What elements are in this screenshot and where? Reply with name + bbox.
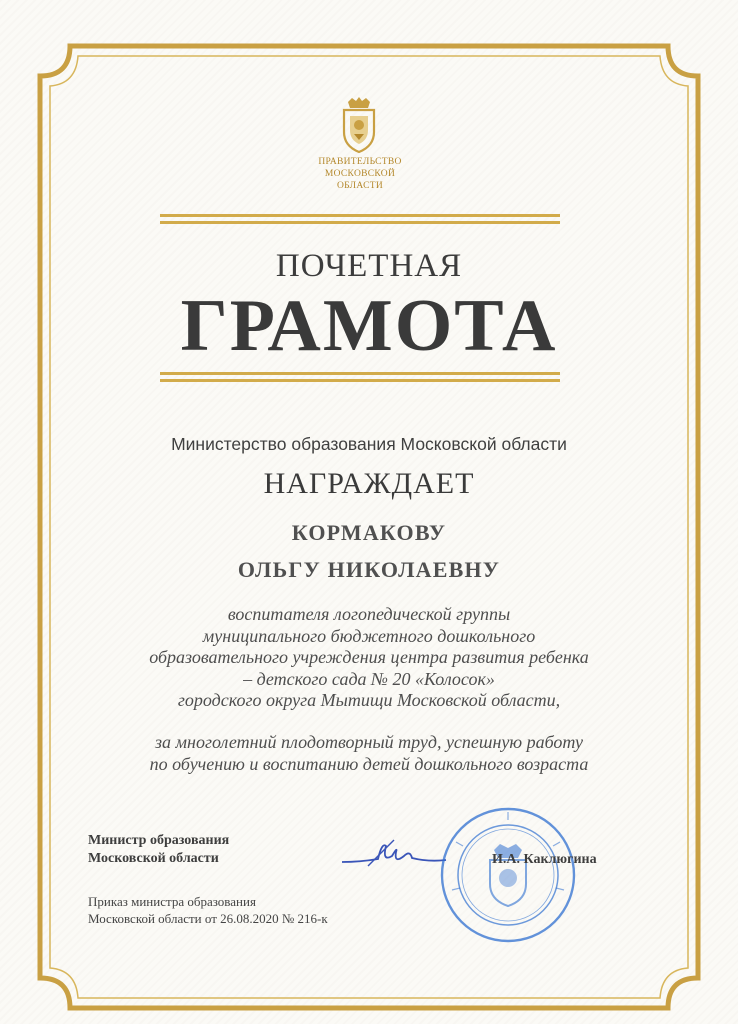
recipient-surname: КОРМАКОВУ (291, 520, 447, 545)
merit-line: по обучению и воспитанию детей дошкольного возраста (149, 753, 589, 774)
moscow-oblast-coat-of-arms-icon (334, 96, 384, 154)
position-line: муниципального бюджетного дошкольного (202, 625, 536, 646)
government-label-line-1: ПРАВИТЕЛЬСТВО (318, 157, 402, 167)
signatory-name: И.А. Каклюгина (492, 852, 597, 867)
signatory-title (88, 832, 229, 868)
position-line: городского округа Мытищи Московской области, (177, 690, 561, 710)
signatory-title-line: Московской области (88, 851, 219, 866)
order-line: Приказ министра образования (88, 894, 256, 909)
official-stamp-icon (428, 800, 588, 950)
bottom-gold-rule (160, 372, 560, 384)
position-description (0, 604, 738, 712)
awards-heading: НАГРАЖДАЕТ (263, 467, 475, 500)
issuer-text: Министерство образования Московской области (171, 434, 567, 454)
order-line: Московской области от 26.08.2020 № 216-к (88, 911, 328, 926)
position-line: воспитателя логопедической группы (227, 604, 511, 624)
government-label-line-3: ОБЛАСТИ (336, 181, 383, 191)
title-honorary: ПОЧЕТНАЯ (275, 248, 463, 284)
title-certificate: ГРАМОТА (180, 285, 558, 367)
signatory-title-line: Министр образования (88, 833, 230, 848)
merit-description (0, 732, 738, 775)
merit-line: за многолетний плодотворный труд, успешную работу (155, 732, 583, 752)
recipient-given-names: ОЛЬГУ НИКОЛАЕВНУ (237, 557, 501, 582)
government-label-line-2: МОСКОВСКОЙ (324, 169, 396, 179)
top-gold-rule (160, 214, 560, 226)
position-line: – детского сада № 20 «Колосок» (243, 668, 495, 689)
position-line: образовательного учреждения центра развития ребенка (149, 647, 589, 667)
order-reference (88, 893, 328, 927)
